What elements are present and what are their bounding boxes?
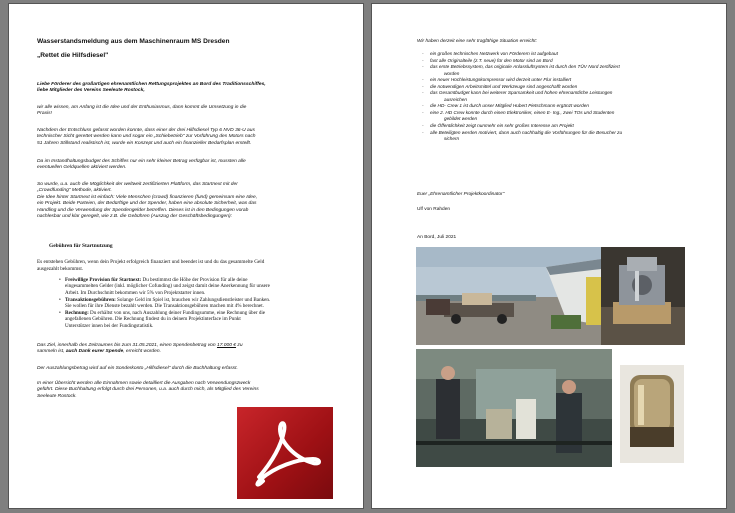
signature: Ulf von Rahden	[417, 207, 451, 212]
closing: Euer „Ehrenamtlicher Projektkoordinator"	[417, 192, 505, 197]
fees-list	[65, 277, 333, 330]
paragraph-goal: Das Ziel, innerhalb des Zeitraumes bis zum 31.05.2021, einen Spendenbetrag von 17.000 € zu sammeln ist, auch Dank eurer Spende, erreicht worden.	[37, 343, 243, 355]
paragraph-1: wir alle wissen, am Anfang ist die Idee und der Enthusiasmus, dann kommt die Umsetzung in die Praxis!	[37, 105, 247, 117]
pdf-icon	[237, 407, 333, 499]
paragraph-4: So wurde, u.a. auch die Möglichkeit der weltweit zertifizierten Plattform, das Startnext mit der „Crowdfunding" Methode, aktiviert. Die Idee hinter Startnext ist einfach: Viele Menschen (crowd) finanzieren (fund) gemeinsam eine Idee, ein Projekt. Beide Parteien, der Bedürftige und der Spender, haben eine absolute Sicherheit, was das Handling und die Verwendung der Spendengelder betreffen. Dieses ist in den Bedingungen vorab nachlesbar und klar geregelt, wie z.B. die Gebühren (Auszug der Geschäftsbedingungen):	[37, 182, 258, 220]
list-item: gebildet werden	[444, 116, 478, 122]
paragraph-3: Da im Instandhaltungsbudget des Schiffes nur ein sehr kleiner Betrag verfügbar ist, mussten alle eventuellen Geldquellen aktiviert werden.	[37, 159, 246, 171]
place-date: An Bord, Juli 2021	[417, 235, 457, 240]
list-item: sichern	[444, 136, 460, 142]
list-item: - alle Beteiligten werden motiviert, dann auch nachhaltig die Vorführungen für die Besucher zu	[424, 130, 714, 137]
document-page-2	[371, 3, 727, 509]
list-item: - das erste Betriebssystem, das originale Anlassluftsystem ist durch den TÜV Nord zertifiziert	[424, 64, 714, 71]
list-item: - eine 2. HD Crew konnte durch einen Elektroniker, einen E- Ing., zwei TOs und Studenten	[424, 110, 714, 117]
list-item: worden	[444, 70, 460, 76]
list-item: - die notwendigen Arbeitsmittel und Werkzeuge sind angeschafft worden	[424, 84, 714, 91]
list-item: - das Gesamtbudget kann bei weiterer Sparsamkeit und hohen ehrenamtliche Leistungen	[424, 90, 714, 97]
document-page-1	[8, 3, 364, 509]
status-list	[424, 51, 714, 143]
status-intro: Wir haben derzeit eine sehr tragfähige Situation erreicht:	[417, 39, 537, 44]
list-item: - ein neuer Hochleistungskompressor wird derzeit unter Flur installiert	[424, 77, 714, 84]
paragraph-accounting: In einer Übersicht werden alle Einnahmen sowie detailliert die Ausgaben nach Verwendungszweck geführt. Diese Buchhaltung erfolgt durch drei Personen, u.a. auch durch mich, als Mitglied des Vereins Seeleute Rostock.	[37, 381, 259, 399]
paragraph-account: Der Auszahlungsbetrag wird auf ein Sonderkonto „Hilfsdiesel" durch die Buchhaltung erfasst.	[37, 366, 238, 371]
photo-engine-part	[601, 247, 685, 345]
fees-heading: Gebühren für Startnutzung	[49, 243, 113, 249]
greeting: Liebe Förderer des großartigen ehrenamtlichen Rettungsprojektes an Bord des Traditionsschiffes, liebe Mitglieder des Vereins Seeleute Rostock,	[37, 82, 266, 94]
goal-amount: 17.000 €	[216, 343, 237, 348]
document-subtitle: „Rettet die Hilfsdiesel"	[37, 52, 109, 59]
list-item: - die HD- Crew 1 ist durch unser Mitglied Hubert Pietschmann ergänzt worden	[424, 103, 714, 110]
photo-ship-quay	[416, 247, 601, 345]
paragraph-2: Nachdem der Entschluss gefasst worden konnte, dass einer der drei Hilfsdiesel Typ 6 NVD 36-U aus technischer Sicht gerettet werden kann und sogar ein „Schiebetrieb" zur Vorführung des Motors nach 51 Jahren Stillstand realistisch ist, wurde ein Konzept und auch ein finanzieller Bedarfsplan erstellt.	[37, 128, 256, 146]
list-item: • Freiwillige Provision für Startnext: Du bestimmst die Höhe der Provision für alle deine eingesammelten Gelder (inkl. möglicher Cofunding) und zeigst damit deine Anerkennung für unsere Arbeit. Im Durchschnitt bekommen wir 5% von Projektstarter innen.	[65, 277, 333, 296]
fees-intro: Es entstehen Gebühren, wenn dein Projekt erfolgreich finanziert und beendet ist und du das gesammelte Geld ausgezahlt bekommst.	[37, 259, 265, 272]
document-title: Wasserstandsmeldung aus dem Maschinenraum MS Dresden	[37, 38, 230, 45]
list-item: • Rechnung: Du erhältst von uns, nach Auszahlung deiner Fundingsumme, eine Rechnung über die angefallenen Gebühren. Die Rechnung findest du in deinem Projektinterface im Punkt Unterstützer innen bei der Fundingstatistik.	[65, 310, 333, 329]
photo-engine-room	[416, 349, 612, 467]
list-item: ausreichen	[444, 96, 467, 102]
list-item: • Transaktionsgebühren: Solange Geld im Spiel ist, brauchen wir Zahlungsdienstleister und Banken. Sie wollen für ihre Dienste bezahlt werden. Die Transaktionsgebühren machen mit 4% berechnet.	[65, 297, 333, 310]
list-item: - fast alle Originalteile (z.T. neue) für den Motor sind an Bord	[424, 58, 714, 65]
photo-piston	[620, 365, 684, 463]
list-item: - die Öffentlichkeit zeigt nunmehr ein sehr großes Interesse am Projekt	[424, 123, 714, 130]
list-item: - ein großes technisches Netzwerk von Förderern ist aufgebaut	[424, 51, 714, 58]
